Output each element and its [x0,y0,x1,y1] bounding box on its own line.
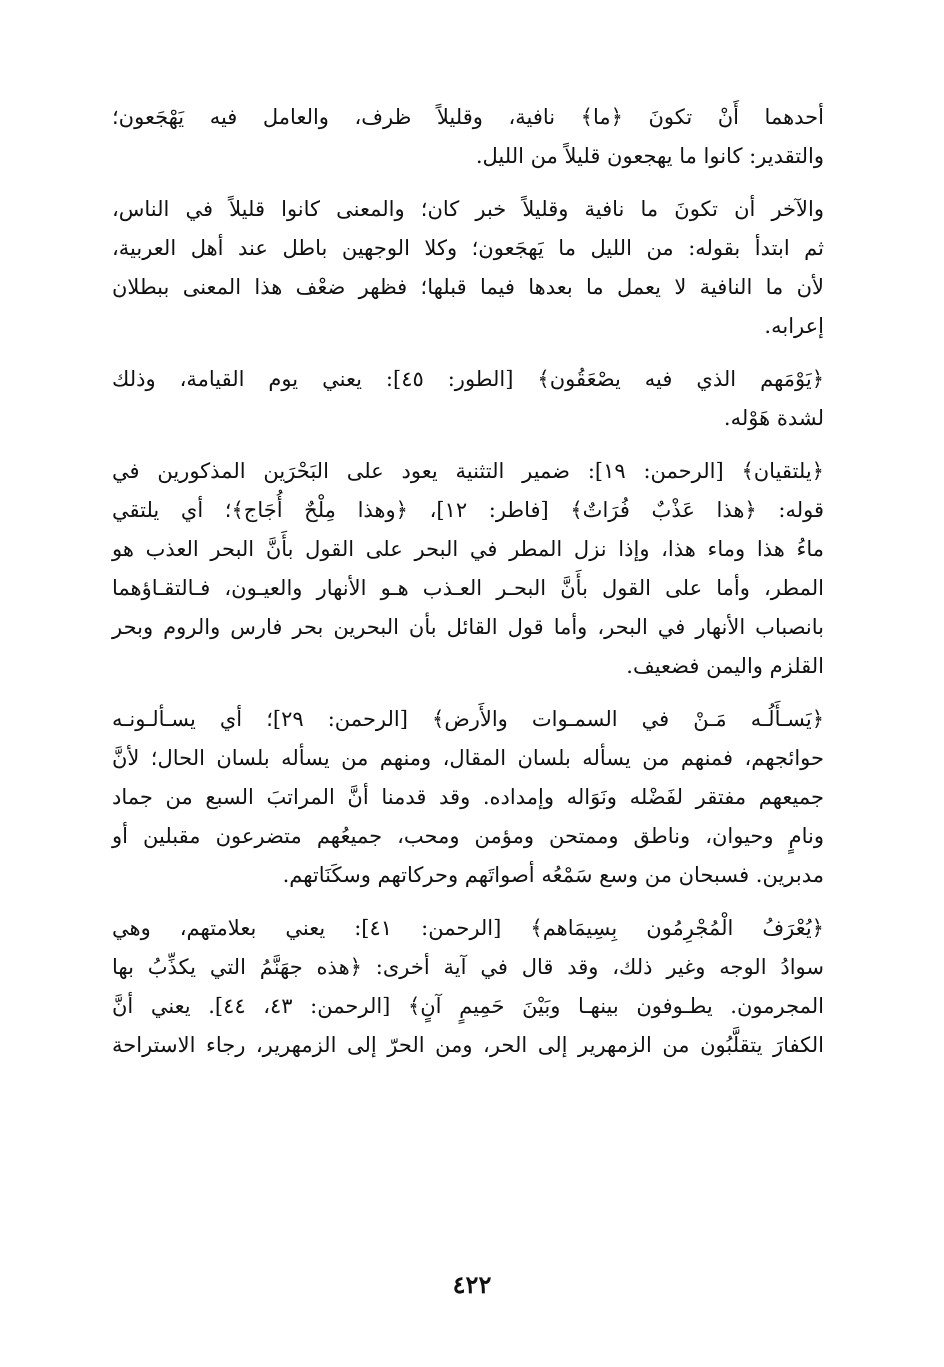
text-line: لشدة هَوْله. [723,406,824,430]
text-line: ثم ابتدأ بقوله: من الليل ما يَهجَعون؛ وكلا الوجهين باطل عند أهل العربية، [112,236,824,260]
page-body [112,98,824,1079]
text-line: والآخر أن تكونَ ما نافية وقليلاً خبر كان؛ والمعنى كانوا قليلاً في الناس، [112,197,824,221]
text-line: الكفارَ يتقلَّبُون من الزمهرير إلى الحر، ومن الحرّ إلى الزمهرير، رجاء الاستراحة [112,1033,824,1057]
text-line: ﴿يَسـأَلُـه مَـنْ في السمـوات والأَرض﴾ [الرحمن: ٢٩]؛ أي يسـألـونـه [112,707,825,731]
text-line: ونامٍ وحيوان، وناطق وممتحن ومؤمن ومحب، جميعُهم متضرعون مقبلين أو [112,824,824,848]
text-line: والتقدير: كانوا ما يهجعون قليلاً من الليل. [475,144,824,168]
text-line: لأن ما النافية لا يعمل ما بعدها فيما قبلها؛ فظهر ضعْف هذا المعنى ببطلان [112,275,825,299]
paragraph-3 [112,360,824,438]
text-line: ﴿يلتقيان﴾ [الرحمن: ١٩]: ضمير التثنية يعود على البَحْرَين المذكورين في [112,459,824,483]
text-line: المطر، وأما على القول بأَنَّ البحـر العـذب هـو الأنهار والعيـون، فـالتقـاؤهما [112,576,824,600]
paragraph-4 [112,452,824,686]
text-line: حوائجهم، فمنهم من يسأله بلسان المقال، ومنهم من يسأله بلسان الحال؛ لأنَّ [112,746,824,770]
text-line: مدبرين. فسبحان من وسع سَمْعُه أصواتَهم وحركاتهم وسكَنَاتهم. [282,863,824,887]
text-line: بانصباب الأنهار في البحر، وأما قول القائل بأن البحرين بحر فارس والروم وبحر [112,615,824,639]
text-line: جميعهم مفتقر لفَضْله ونَوَاله وإمداده. وقد قدمنا أنَّ المراتبَ السبع من جماد [112,785,824,809]
text-line: المجرمون. يطـوفون بينهـا وبَيْنَ حَمِيمٍ آنٍ﴾ [الرحمن: ٤٣، ٤٤]. يعني أنَّ [112,994,824,1018]
paragraph-6 [112,909,824,1065]
text-line: ﴿يَوْمَهم الذي فيه يصْعَقُون﴾ [الطور: ٤٥]: يعني يوم القيامة، وذلك [112,367,824,391]
text-line: ماءُ هذا وماء هذا، وإذا نزل المطر في البحر على القول بأَنَّ البحر العذب هو [112,537,824,561]
page-number: ٤٢٢ [452,1270,492,1299]
paragraph-5 [112,700,824,895]
paragraph-2 [112,190,824,346]
paragraph-1 [112,98,824,176]
text-line: القلزم واليمن فضعيف. [626,654,824,678]
text-line: أحدهما أَنْ تكونَ ﴿ما﴾ نافية، وقليلاً ظرف، والعامل فيه يَهْجَعون؛ [112,105,824,129]
text-line: قوله: ﴿هذا عَذْبٌ فُرَاتٌ﴾ [فاطر: ١٢]، ﴿وهذا مِلْحٌ أُجَاج﴾؛ أي يلتقي [112,498,824,522]
text-line: إعرابه. [764,314,824,338]
text-line: ﴿يُعْرَفُ الْمُجْرِمُون بِسِيمَاهم﴾ [الرحمن: ٤١]: يعني بعلامتهم، وهي [112,916,824,940]
text-line: سوادُ الوجه وغير ذلك، وقد قال في آية أخرى: ﴿هذه جهَنَّمُ التي يكذِّبُ بها [112,955,824,979]
